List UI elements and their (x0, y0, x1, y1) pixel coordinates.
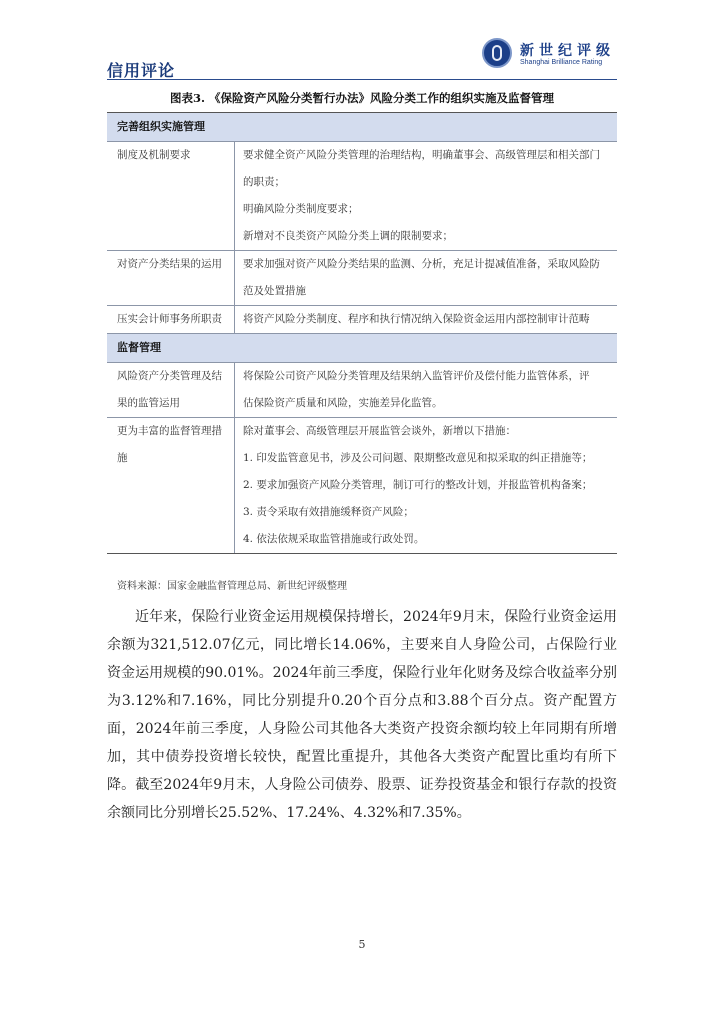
row-content-line: 范及处置措施 (243, 285, 306, 297)
figure-source: 资料来源：国家金融监督管理总局、新世纪评级整理 (117, 581, 347, 592)
table-row (107, 363, 617, 418)
table-section-heading: 监督管理 (107, 334, 617, 363)
row-content-line: 将资产风险分类制度、程序和执行情况纳入保险资金运用内部控制审计范畴 (243, 313, 590, 325)
row-content (235, 251, 617, 305)
row-label (107, 363, 235, 417)
row-content-line: 新增对不良类资产风险分类上调的限制要求； (243, 230, 453, 242)
logo-emblem-icon (482, 38, 512, 68)
row-content (235, 306, 617, 333)
row-content-line: 明确风险分类制度要求； (243, 203, 359, 215)
row-content (235, 142, 617, 250)
table-section-heading: 完善组织实施管理 (107, 113, 617, 142)
row-label-line: 更为丰富的监督管理措 (117, 425, 222, 437)
row-content-line: 的职责； (243, 176, 285, 188)
figure-title: 图表3. 《保险资产风险分类暂行办法》风险分类工作的组织实施及监督管理 (169, 91, 554, 105)
header-divider (107, 79, 617, 80)
row-label (107, 251, 235, 305)
table-row (107, 418, 617, 553)
row-content-line: 要求健全资产风险分类管理的治理结构，明确董事会、高级管理层和相关部门 (243, 149, 600, 161)
logo-chinese-name: 新世纪评级 (520, 43, 615, 59)
table-row (107, 251, 617, 306)
row-label (107, 142, 235, 250)
table-row (107, 142, 617, 251)
row-label-line: 风险资产分类管理及结 (117, 370, 222, 382)
company-logo (482, 37, 622, 77)
header-title: 信用评论 (107, 61, 176, 80)
row-content-line: 要求加强对资产风险分类结果的监测、分析，充足计提减值准备，采取风险防 (243, 258, 600, 270)
row-content-line: 1. 印发监管意见书，涉及公司问题、限期整改意见和拟采取的纠正措施等； (243, 452, 593, 464)
row-label (107, 306, 235, 333)
row-content-line: 2. 要求加强资产风险分类管理，制订可行的整改计划，并报监管机构备案； (243, 479, 593, 491)
row-label (107, 418, 235, 553)
row-label-line: 压实会计师事务所职责 (117, 313, 222, 325)
page-number: 5 (358, 938, 366, 951)
row-label-line: 制度及机制要求 (117, 149, 191, 161)
row-label-line: 对资产分类结果的运用 (117, 258, 222, 270)
row-content-line: 估保险资产质量和风险，实施差异化监管。 (243, 397, 443, 409)
row-content-line: 除对董事会、高级管理层开展监管会谈外，新增以下措施： (243, 425, 516, 437)
row-content-line: 将保险公司资产风险分类管理及结果纳入监管评价及偿付能力监管体系，评 (243, 370, 590, 382)
row-content (235, 363, 617, 417)
row-content-line: 4. 依法依规采取监管措施或行政处罚。 (243, 533, 425, 545)
logo-english-name: Shanghai Brilliance Rating (520, 59, 603, 66)
body-paragraph: 近年来，保险行业资金运用规模保持增长，2024年9月末，保险行业资金运用余额为321,512.07亿元，同比增长14.06%，主要来自人身险公司，占保险行业资金运用规模的90.01%。2024年前三季度，保险行业年化财务及综合收益率分别为3.12%和7.16%，同比分别提升0.20个百分点和3.88个百分点。资产配置方面，2024年前三季度，人身险公司其他各大类资产投资余额均较上年同期有所增加，其中债券投资增长较快，配置比重提升，其他各大类资产配置比重均有所下降。截至2024年9月末，人身险公司债券、股票、证券投资基金和银行存款的投资余额同比分别增长25.52%、17.24%、4.32%和7.35%。 (107, 609, 617, 821)
row-label-line: 施 (117, 452, 128, 464)
row-content (235, 418, 617, 553)
measures-table (107, 112, 617, 554)
row-label-line: 果的监管运用 (117, 397, 180, 409)
table-row (107, 306, 617, 334)
row-content-line: 3. 责令采取有效措施缓释资产风险； (243, 506, 414, 518)
